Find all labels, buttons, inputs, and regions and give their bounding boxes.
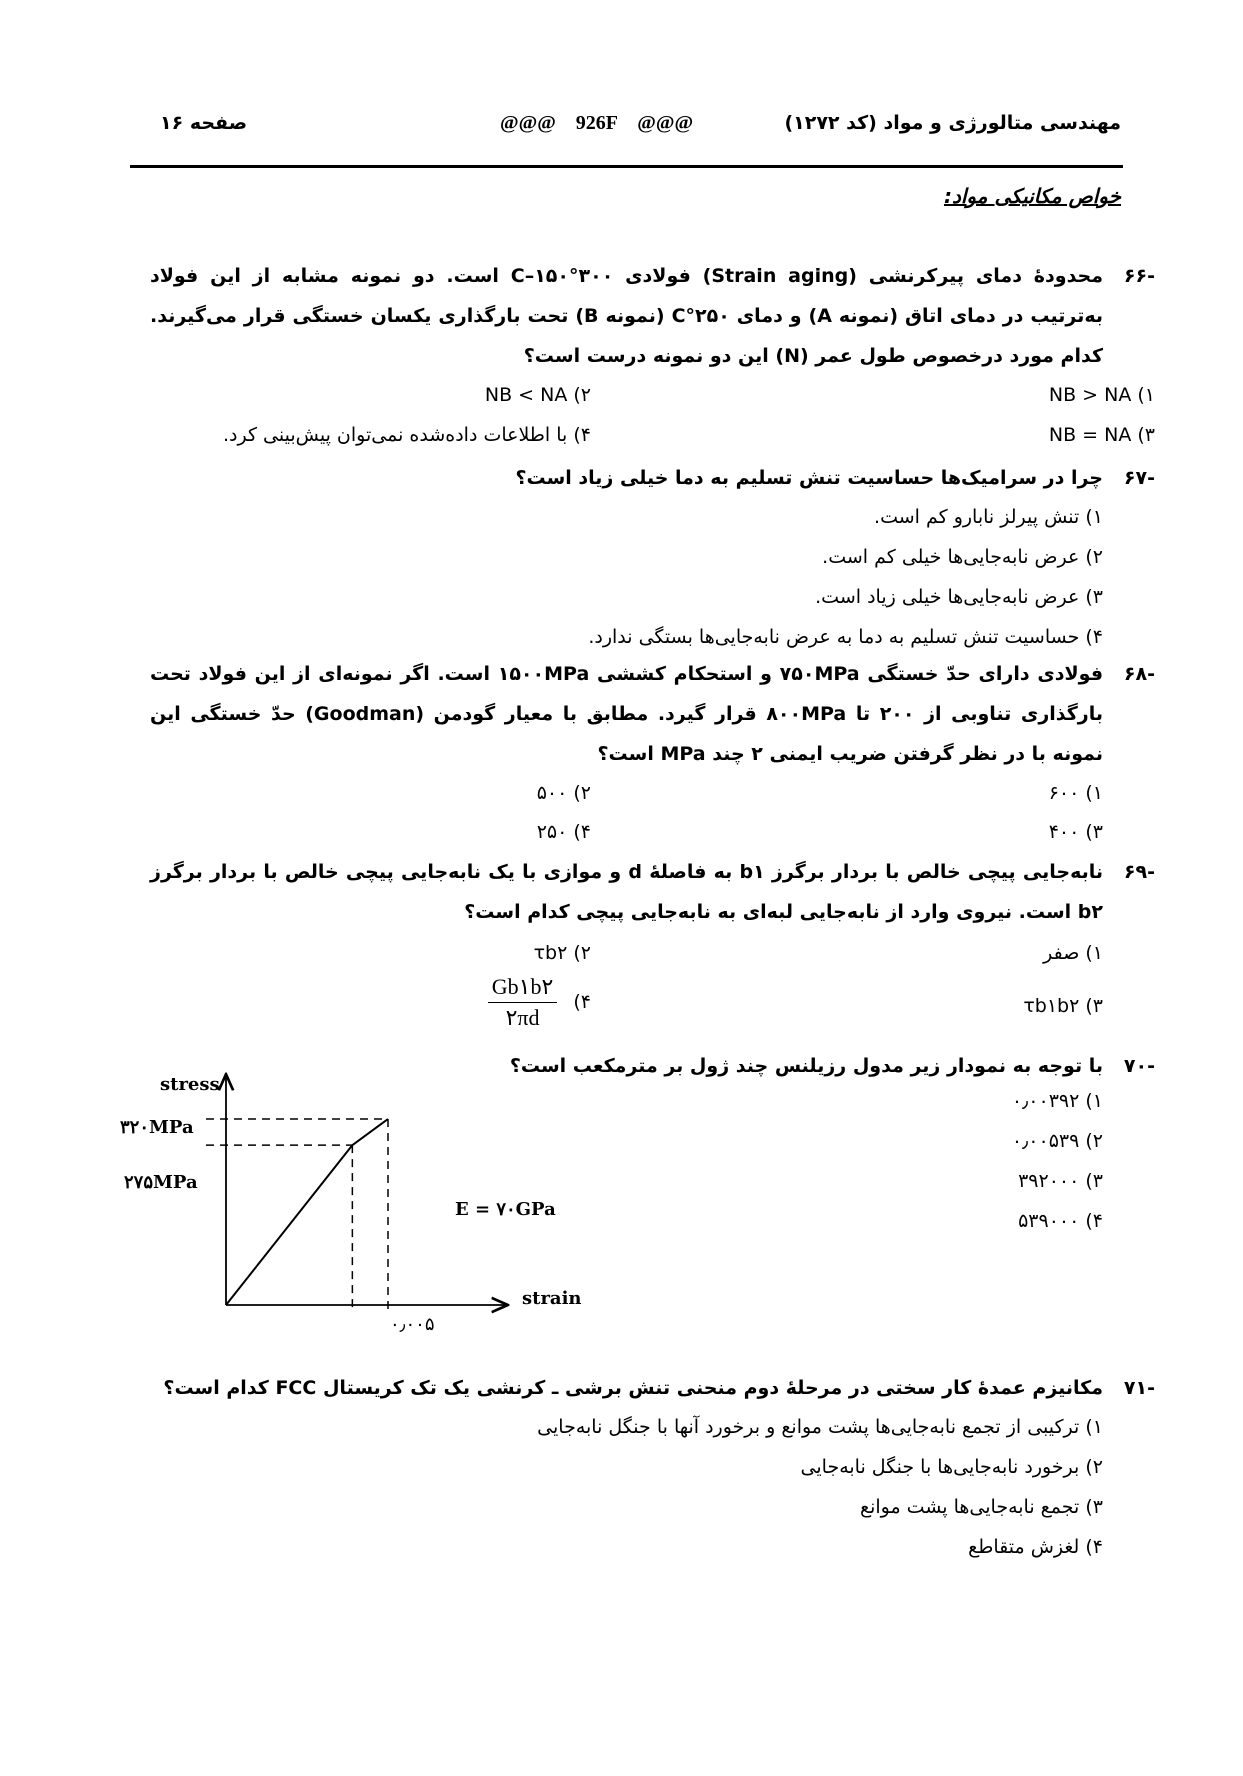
fraction bbox=[488, 972, 558, 1033]
option-2[interactable]: ۲) NB < NA bbox=[484, 384, 591, 406]
y-tick-label: ۲۷۵MPa bbox=[124, 1172, 198, 1193]
question-number: -۶۸ bbox=[1123, 663, 1155, 685]
question-text: نابه‌جایی پیچی خالص با بردار برگرز b۱ به فاصلهٔ d و موازی با یک نابه‌جایی پیچی خالص با بردار برگرز b۲ است. نیروی وارد از نابه‌جایی لبه‌ای به نابه‌جایی پیچی کدام است؟ bbox=[150, 861, 1104, 923]
modulus-annotation: E = ۷۰GPa bbox=[455, 1199, 556, 1220]
fraction-numerator: Gb۱b۲ bbox=[488, 972, 558, 1003]
question-number: -۶۷ bbox=[1123, 467, 1155, 489]
section-title: خواص مکانیکی مواد: bbox=[943, 184, 1121, 208]
option-3[interactable]: ۳) تجمع نابه‌جایی‌ها پشت موانع bbox=[859, 1496, 1103, 1518]
question-text: محدودهٔ دمای پیرکرنشی (Strain aging) فولادی ۳۰۰°C–۱۵۰ است. دو نمونه مشابه از این فولاد به‌ترتیب در دمای اتاق (نمونه A) و دمای ۲۵۰°C (نمونه B) تحت بارگذاری یکسان خستگی قرار می‌گیرند. کدام مورد درخصوص طول عمر (N) این دو نمونه درست است؟ bbox=[150, 265, 1104, 367]
option-3[interactable]: ۳) ۳۹۲۰۰۰ bbox=[1018, 1170, 1103, 1192]
question-text: چرا در سرامیک‌ها حساسیت تنش تسلیم به دما خیلی زیاد است؟ bbox=[515, 467, 1103, 489]
question-number: -۷۰ bbox=[1123, 1055, 1155, 1077]
header-rule bbox=[130, 165, 1123, 168]
chart-marks bbox=[206, 1119, 388, 1313]
subject-title: مهندسی متالورژی و مواد (کد ۱۲۷۲) bbox=[784, 112, 1121, 134]
option-1[interactable]: ۱) NB > NA bbox=[1048, 384, 1155, 406]
question-number: -۶۶ bbox=[1123, 265, 1155, 287]
stress-strain-chart bbox=[110, 1060, 590, 1340]
question-text: با توجه به نمودار زیر مدول رزیلنس چند ژول بر مترمکعب است؟ bbox=[509, 1055, 1103, 1077]
x-tick-label: ۰٫۰۰۵ bbox=[390, 1314, 435, 1335]
x-axis-label: strain bbox=[522, 1288, 582, 1309]
option-1[interactable]: ۱) صفر bbox=[1043, 942, 1103, 964]
option-label: ۴) bbox=[573, 991, 591, 1013]
option-2[interactable]: ۲) ۵۰۰ bbox=[536, 782, 591, 804]
option-1[interactable]: ۱) تنش پیرلز نابارو کم است. bbox=[874, 506, 1103, 528]
question-69 bbox=[150, 852, 1155, 932]
stress-strain-curve bbox=[226, 1119, 388, 1305]
question-number: -۷۱ bbox=[1123, 1377, 1155, 1399]
question-68 bbox=[150, 654, 1155, 774]
question-71 bbox=[150, 1368, 1155, 1408]
option-1[interactable]: ۱) ۰٫۰۰۳۹۲ bbox=[1011, 1090, 1103, 1112]
option-4[interactable]: ۴) حساسیت تنش تسلیم به دما به عرض نابه‌جایی‌ها بستگی ندارد. bbox=[588, 626, 1103, 648]
question-number: -۶۹ bbox=[1123, 861, 1155, 883]
y-axis-label: stress bbox=[160, 1074, 220, 1095]
y-tick-label: ۳۲۰MPa bbox=[120, 1117, 194, 1138]
option-2[interactable]: ۲) τb۲ bbox=[533, 942, 591, 964]
page-number: صفحه ۱۶ bbox=[160, 112, 248, 134]
option-2[interactable]: ۲) عرض نابه‌جایی‌ها خیلی کم است. bbox=[822, 546, 1103, 568]
fraction-denominator: ۲πd bbox=[505, 1005, 540, 1030]
option-1[interactable]: ۱) ۶۰۰ bbox=[1048, 782, 1103, 804]
option-3[interactable]: ۳) τb۱b۲ bbox=[1023, 995, 1103, 1017]
question-67 bbox=[150, 458, 1155, 498]
question-66 bbox=[150, 256, 1155, 376]
option-4[interactable]: ۴) ۵۳۹۰۰۰ bbox=[1018, 1210, 1103, 1232]
question-text: مکانیزم عمدهٔ کار سختی در مرحلهٔ دوم منحنی تنش برشی ـ کرنشی یک تک کریستال FCC کدام است؟ bbox=[163, 1377, 1103, 1399]
question-text: فولادی دارای حدّ خستگی ۷۵۰MPa و استحکام کششی ۱۵۰۰MPa است. اگر نمونه‌ای از این فولاد تحت بارگذاری تناوبی از ۲۰۰ تا ۸۰۰MPa قرار گیرد. مطابق با معیار گودمن (Goodman) حدّ خستگی این نمونه با در نظر گرفتن ضریب ایمنی ۲ چند MPa است؟ bbox=[150, 663, 1104, 765]
option-4[interactable] bbox=[488, 972, 591, 1033]
option-2[interactable]: ۲) ۰٫۰۰۵۳۹ bbox=[1011, 1130, 1103, 1152]
option-1[interactable]: ۱) ترکیبی از تجمع نابه‌جایی‌ها پشت موانع و برخورد آنها با جنگل نابه‌جایی bbox=[537, 1416, 1103, 1438]
option-4[interactable]: ۴) لغزش متقاطع bbox=[968, 1536, 1103, 1558]
option-4[interactable]: ۴) ۲۵۰ bbox=[536, 821, 591, 843]
option-2[interactable]: ۲) برخورد نابه‌جایی‌ها با جنگل نابه‌جایی bbox=[800, 1456, 1103, 1478]
option-3[interactable]: ۳) عرض نابه‌جایی‌ها خیلی زیاد است. bbox=[815, 586, 1103, 608]
option-3[interactable]: ۳) ۴۰۰ bbox=[1048, 821, 1103, 843]
option-3[interactable]: ۳) NB = NA bbox=[1048, 424, 1155, 446]
exam-code: @@@ 926F @@@ bbox=[500, 112, 694, 134]
option-4[interactable]: ۴) با اطلاعات داده‌شده نمی‌توان پیش‌بینی کرد. bbox=[222, 424, 591, 446]
